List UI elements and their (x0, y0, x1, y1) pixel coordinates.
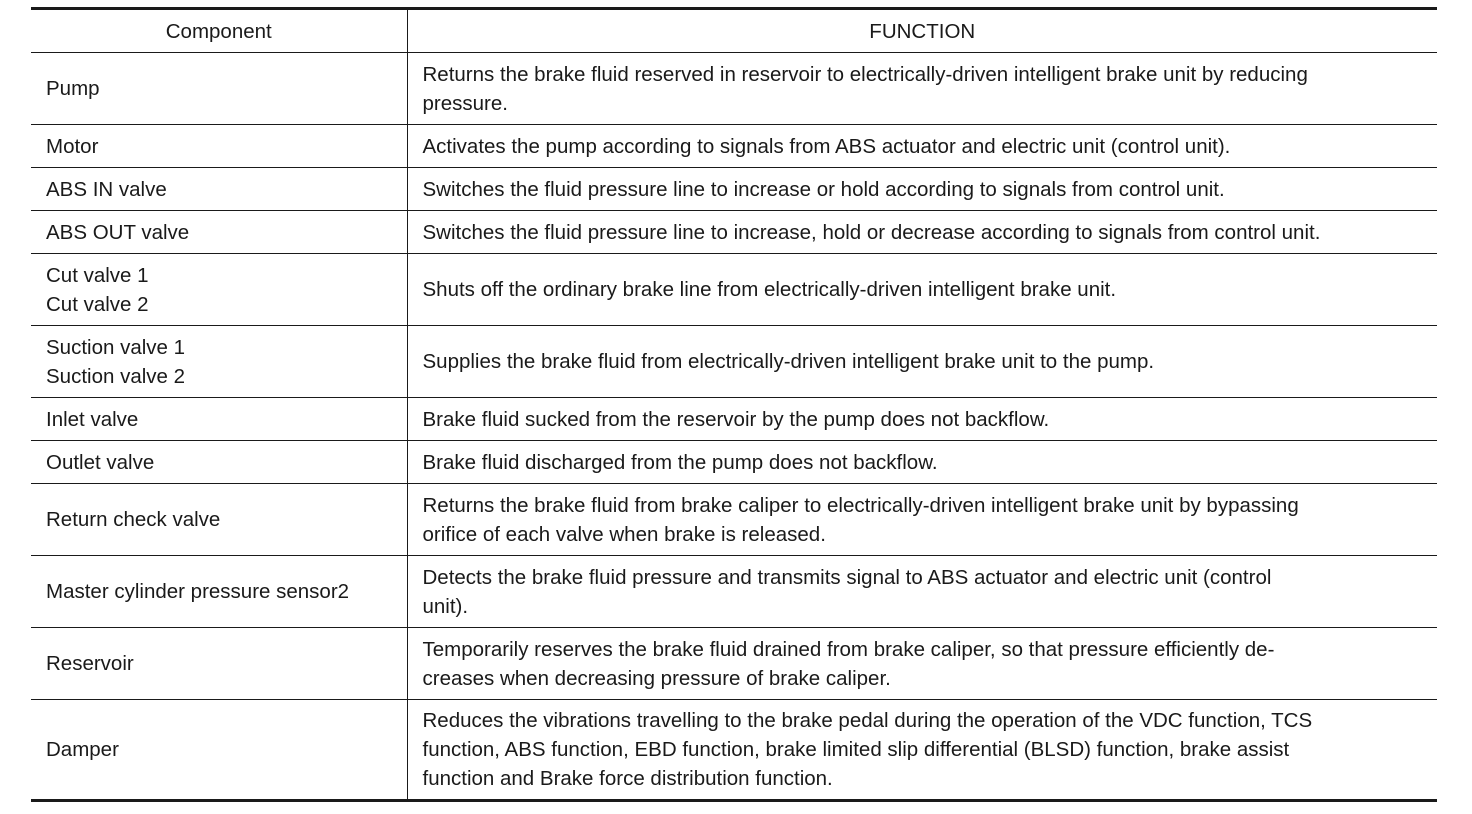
component-function-table (31, 7, 1437, 802)
table-row (31, 168, 1437, 211)
function-cell (407, 125, 1437, 168)
component-name: Outlet valve (46, 450, 155, 474)
component-cell (31, 628, 407, 700)
function-cell (407, 484, 1437, 556)
component-name: Cut valve 1 (46, 263, 149, 287)
table-row (31, 628, 1437, 700)
component-name: ABS IN valve (46, 177, 167, 201)
table-row (31, 125, 1437, 168)
function-text: Activates the pump according to signals from ABS actuator and electric unit (control unit). (422, 134, 1231, 158)
function-cell (407, 628, 1437, 700)
function-text: function and Brake force distribution function. (422, 767, 833, 790)
function-text: Returns the brake fluid reserved in reservoir to electrically-driven intelligent brake unit by reducing (422, 62, 1308, 86)
function-text: pressure. (422, 91, 508, 115)
component-column-header: Component (31, 9, 407, 53)
component-cell (31, 556, 407, 628)
function-text: Shuts off the ordinary brake line from electrically-driven intelligent brake unit. (422, 278, 1117, 301)
component-name: Return check valve (46, 508, 221, 531)
table-header-row (31, 9, 1437, 53)
function-column-header: FUNCTION (407, 9, 1437, 53)
table-row (31, 211, 1437, 254)
function-cell (407, 556, 1437, 628)
component-name: Master cylinder pressure sensor2 (46, 580, 350, 603)
component-name: Suction valve 1 (46, 335, 186, 359)
function-cell (407, 700, 1437, 801)
component-name: ABS OUT valve (46, 220, 190, 244)
function-text: Switches the fluid pressure line to increase or hold according to signals from control unit. (422, 177, 1225, 201)
function-text: Temporarily reserves the brake fluid drained from brake caliper, so that pressure efficiently de- (422, 637, 1275, 661)
table-body (31, 53, 1437, 801)
component-cell (31, 700, 407, 801)
function-text: orifice of each valve when brake is released. (422, 522, 826, 546)
component-cell (31, 53, 407, 125)
table-row (31, 398, 1437, 441)
table-row (31, 53, 1437, 125)
component-name: Suction valve 2 (46, 364, 186, 388)
function-text: Reduces the vibrations travelling to the brake pedal during the operation of the VDC function, TCS (422, 709, 1313, 732)
component-cell (31, 211, 407, 254)
function-text: creases when decreasing pressure of brake caliper. (422, 666, 891, 690)
function-text: Brake fluid discharged from the pump does not backflow. (422, 450, 938, 474)
function-text: Returns the brake fluid from brake caliper to electrically-driven intelligent brake unit by bypassing (422, 493, 1299, 517)
function-text: Supplies the brake fluid from electrically-driven intelligent brake unit to the pump. (422, 350, 1155, 373)
function-cell (407, 53, 1437, 125)
component-cell (31, 398, 407, 441)
component-name: Inlet valve (46, 407, 139, 431)
function-cell (407, 441, 1437, 484)
function-text: Detects the brake fluid pressure and transmits signal to ABS actuator and electric unit (control (422, 565, 1272, 589)
table-row (31, 326, 1437, 398)
component-cell (31, 326, 407, 398)
component-cell (31, 484, 407, 556)
component-name: Reservoir (46, 652, 134, 675)
component-cell (31, 125, 407, 168)
function-text: function, ABS function, EBD function, brake limited slip differential (BLSD) function, brake assist (422, 738, 1290, 761)
function-cell (407, 254, 1437, 326)
table-row (31, 254, 1437, 326)
component-cell (31, 254, 407, 326)
component-name: Motor (46, 134, 99, 158)
component-name: Damper (46, 738, 119, 761)
component-name: Cut valve 2 (46, 292, 149, 316)
component-cell (31, 441, 407, 484)
function-cell (407, 211, 1437, 254)
function-text: Switches the fluid pressure line to increase, hold or decrease according to signals from control unit. (422, 220, 1321, 244)
table-row (31, 556, 1437, 628)
function-text: Brake fluid sucked from the reservoir by the pump does not backflow. (422, 407, 1050, 431)
table-row (31, 484, 1437, 556)
component-cell (31, 168, 407, 211)
function-cell (407, 168, 1437, 211)
table-row (31, 441, 1437, 484)
function-cell (407, 326, 1437, 398)
function-cell (407, 398, 1437, 441)
table-row (31, 700, 1437, 801)
component-name: Pump (46, 77, 100, 100)
function-text: unit). (422, 594, 469, 618)
